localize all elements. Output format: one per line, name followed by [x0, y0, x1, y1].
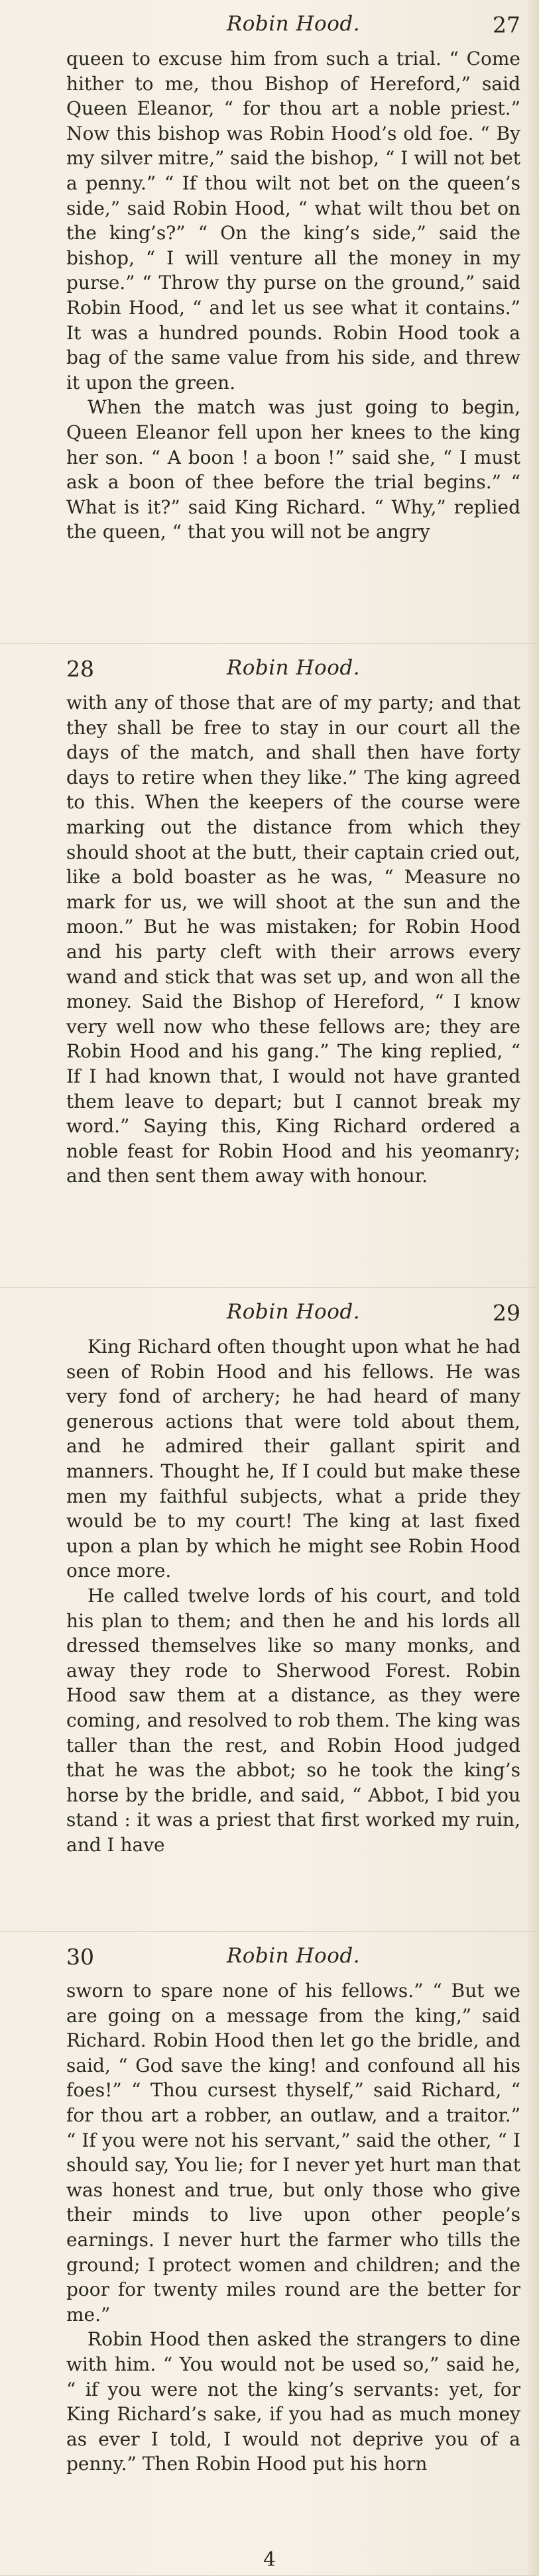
- paragraph: queen to excuse him from such a trial. “ Come hither to me, thou Bishop of Hereford,” said Queen Eleanor, “ for thou art a noble priest.” Now this bishop was Robin Hood’s old foe. “ By my silver mitre,” said the bishop, “ I will not bet a penny.” “ If thou wilt not bet on the queen’s side,” said Robin Hood, “ what wilt thou bet on the king’s?” “ On the king’s side,” said the bishop, “ I will venture all the money in my purse.” “ Throw thy purse on the ground,” said Robin Hood, “ and let us see what it contains.” It was a hundred pounds. Robin Hood took a bag of the same value from his side, and threw it upon the green.: [66, 48, 520, 394]
- page-header: [66, 1944, 520, 1970]
- paragraph: When the match was just going to begin, Queen Eleanor fell upon her knees to the king her son. “ A boon ! a boon !” said she, “ I must ask a boon of thee before the trial begins.” “ What is it?” said King Richard. “ Why,” replied the queen, “ that you will not be angry: [66, 396, 520, 543]
- book-page-28: [0, 644, 539, 1288]
- page-text: [66, 1334, 520, 1857]
- paragraph: He called twelve lords of his court, and told his plan to them; and then he and his lords all dressed themselves like so many monks, and away they rode to Sherwood Forest. Robin Hood saw them at a distance, as they were coming, and resolved to rob them. The king was taller than the rest, and Robin Hood judged that he was the abbot; so he took the king’s horse by the bridle, and said, “ Abbot, I bid you stand : it was a priest that first worked my ruin, and I have: [66, 1584, 520, 1856]
- page-header: [66, 1300, 520, 1326]
- page-number: 28: [66, 656, 94, 682]
- page-number: 30: [66, 1944, 94, 1970]
- running-head: Robin Hood.: [226, 656, 361, 680]
- book-page-30: [0, 1932, 539, 2576]
- page-number: 27: [493, 12, 520, 38]
- page-header: [66, 656, 520, 682]
- paragraph: with any of those that are of my party; and that they shall be free to stay in our court all the days of the match, and shall then have forty days to retire when they like.” The king agreed to this. When the keepers of the course were marking out the distance from which they should shoot at the butt, their captain cried out, like a bold boaster as he was, “ Measure no mark for us, we will shoot at the sun and the moon.” But he was mistaken; for Robin Hood and his party cleft with their arrows every wand and stick that was set up, and won all the money. Said the Bishop of Hereford, “ I know very well now who these fellows are; they are Robin Hood and his gang.” The king replied, “ If I had known that, I would not have granted them leave to depart; but I cannot break my word.” Saying this, King Richard ordered a noble feast for Robin Hood and his yeomanry; and then sent them away with honour.: [66, 692, 520, 1187]
- page-text: [66, 46, 520, 545]
- running-head: Robin Hood.: [226, 12, 361, 36]
- book-page-29: [0, 1288, 539, 1932]
- paragraph: sworn to spare none of his fellows.” “ But we are going on a message from the king,” said Richard. Robin Hood then let go the bridle, and said, “ God save the king! and confound all his foes!” “ Thou cursest thyself,” said Richard, “ for thou art a robber, an outlaw, and a traitor.” “ If you were not his servant,” said the other, “ I should say, You lie; for I never yet hurt man that was honest and true, but only those who give their minds to live upon other people’s earnings. I never hurt the farmer who tills the ground; I protect women and children; and the poor for twenty miles round are the better for me.”: [66, 1980, 520, 2326]
- page-text: [66, 690, 520, 1189]
- page-number: 29: [493, 1300, 520, 1326]
- paragraph: King Richard often thought upon what he had seen of Robin Hood and his fellows. He was very fond of archery; he had heard of many generous actions that were told about them, and he admired their gallant spirit and manners. Thought he, If I could but make these men my faithful subjects, what a pride they would be to my court! The king at last fixed upon a plan by which he might see Robin Hood once more.: [66, 1336, 520, 1582]
- book-page-27: [0, 0, 539, 644]
- page-text: [66, 1978, 520, 2477]
- signature-mark: 4: [263, 2548, 276, 2571]
- paragraph: Robin Hood then asked the strangers to dine with him. “ You would not be used so,” said he, “ if you were not the king’s servants: yet, for King Richard’s sake, if you had as much money as ever I told, I would not deprive you of a penny.” Then Robin Hood put his horn: [66, 2328, 520, 2475]
- running-head: Robin Hood.: [226, 1300, 361, 1324]
- running-head: Robin Hood.: [226, 1944, 361, 1968]
- page-header: [66, 12, 520, 38]
